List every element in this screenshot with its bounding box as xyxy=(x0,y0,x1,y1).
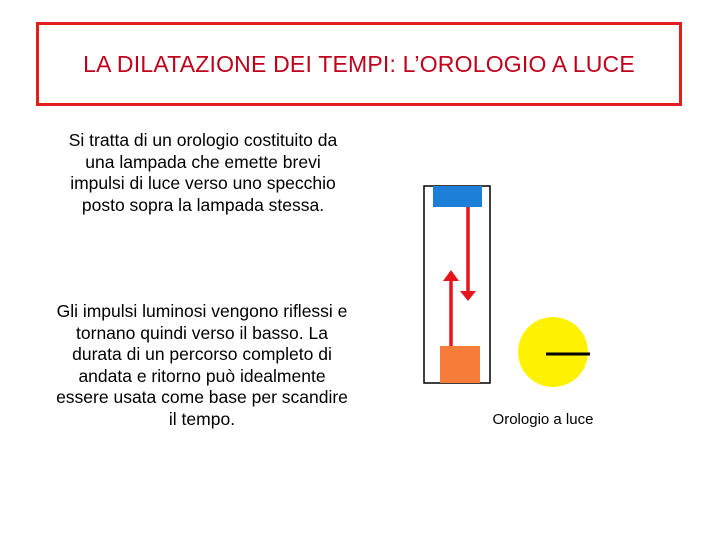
description-paragraph-1: Si tratta di un orologio costituito da una lampada che emette brevi impulsi di luce verso uno specchio posto sopra la lampada stessa. xyxy=(68,130,338,215)
description-paragraph-2: Gli impulsi luminosi vengono riflessi e tornano quindi verso il basso. La durata di un percorso completo di andata e ritorno può idealmente essere usata come base per scandire il tempo. xyxy=(56,301,348,429)
lamp xyxy=(440,346,480,383)
diagram-caption: Orologio a luce xyxy=(492,411,594,428)
arrow-up-icon xyxy=(443,270,459,281)
mirror xyxy=(433,186,482,207)
arrow-down-icon xyxy=(460,291,476,301)
page-title: LA DILATAZIONE DEI TEMPI: L’OROLOGIO A LUCE xyxy=(83,50,635,77)
clock-face xyxy=(518,317,588,387)
